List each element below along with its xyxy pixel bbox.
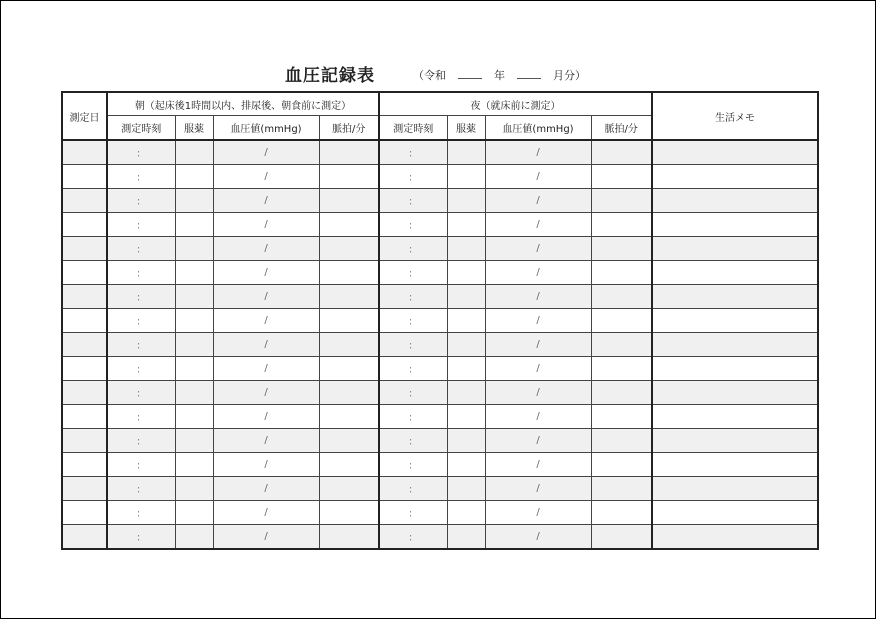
header-date: 測定日 bbox=[62, 92, 107, 140]
pm-bp-cell[interactable]: / bbox=[485, 477, 591, 501]
pm-medication-cell[interactable] bbox=[447, 381, 485, 405]
am-pulse-cell[interactable] bbox=[319, 189, 379, 213]
pm-pulse-cell[interactable] bbox=[591, 213, 652, 237]
era-prefix: （令和 bbox=[413, 69, 446, 82]
memo-cell[interactable] bbox=[652, 501, 818, 525]
am-time-cell[interactable]: ： bbox=[107, 525, 175, 550]
am-bp-cell[interactable]: / bbox=[213, 237, 319, 261]
am-medication-cell[interactable] bbox=[175, 453, 213, 477]
pm-bp-cell[interactable]: / bbox=[485, 333, 591, 357]
pm-time-cell[interactable]: ： bbox=[379, 477, 447, 501]
am-medication-cell[interactable] bbox=[175, 189, 213, 213]
year-unit: 年 bbox=[494, 69, 505, 82]
pm-time-cell[interactable]: ： bbox=[379, 285, 447, 309]
am-time-cell[interactable]: ： bbox=[107, 237, 175, 261]
period-line bbox=[413, 67, 586, 83]
date-cell[interactable] bbox=[62, 285, 107, 309]
date-cell[interactable] bbox=[62, 189, 107, 213]
am-pulse-cell[interactable] bbox=[319, 285, 379, 309]
pm-pulse-cell[interactable] bbox=[591, 189, 652, 213]
blood-pressure-table bbox=[61, 91, 819, 550]
am-medication-cell[interactable] bbox=[175, 213, 213, 237]
table-row bbox=[62, 140, 818, 165]
pm-medication-cell[interactable] bbox=[447, 429, 485, 453]
pm-pulse-cell[interactable] bbox=[591, 165, 652, 189]
title-row bbox=[1, 61, 876, 87]
am-medication-cell[interactable] bbox=[175, 381, 213, 405]
pm-time-cell[interactable]: ： bbox=[379, 357, 447, 381]
am-time-cell[interactable]: ： bbox=[107, 213, 175, 237]
header-am-bp: 血圧値(mmHg) bbox=[213, 116, 319, 141]
am-time-cell[interactable]: ： bbox=[107, 405, 175, 429]
pm-pulse-cell[interactable] bbox=[591, 237, 652, 261]
date-cell[interactable] bbox=[62, 381, 107, 405]
year-blank[interactable] bbox=[458, 67, 482, 79]
date-cell[interactable] bbox=[62, 405, 107, 429]
pm-time-cell[interactable]: ： bbox=[379, 261, 447, 285]
pm-medication-cell[interactable] bbox=[447, 357, 485, 381]
table-row bbox=[62, 309, 818, 333]
am-medication-cell[interactable] bbox=[175, 165, 213, 189]
am-bp-cell[interactable]: / bbox=[213, 261, 319, 285]
pm-time-cell[interactable]: ： bbox=[379, 237, 447, 261]
table-row bbox=[62, 501, 818, 525]
am-pulse-cell[interactable] bbox=[319, 309, 379, 333]
pm-medication-cell[interactable] bbox=[447, 405, 485, 429]
memo-cell[interactable] bbox=[652, 309, 818, 333]
am-time-cell[interactable]: ： bbox=[107, 189, 175, 213]
am-medication-cell[interactable] bbox=[175, 477, 213, 501]
pm-pulse-cell[interactable] bbox=[591, 453, 652, 477]
pm-bp-cell[interactable]: / bbox=[485, 525, 591, 550]
memo-cell[interactable] bbox=[652, 405, 818, 429]
pm-bp-cell[interactable]: / bbox=[485, 165, 591, 189]
pm-bp-cell[interactable]: / bbox=[485, 140, 591, 165]
am-time-cell[interactable]: ： bbox=[107, 261, 175, 285]
pm-bp-cell[interactable]: / bbox=[485, 501, 591, 525]
am-medication-cell[interactable] bbox=[175, 261, 213, 285]
am-time-cell[interactable]: ： bbox=[107, 477, 175, 501]
am-pulse-cell[interactable] bbox=[319, 165, 379, 189]
am-bp-cell[interactable]: / bbox=[213, 189, 319, 213]
table-row bbox=[62, 285, 818, 309]
header-am-medication: 服薬 bbox=[175, 116, 213, 141]
memo-cell[interactable] bbox=[652, 261, 818, 285]
am-medication-cell[interactable] bbox=[175, 501, 213, 525]
table-row bbox=[62, 453, 818, 477]
memo-cell[interactable] bbox=[652, 165, 818, 189]
pm-bp-cell[interactable]: / bbox=[485, 381, 591, 405]
am-pulse-cell[interactable] bbox=[319, 381, 379, 405]
table-row bbox=[62, 429, 818, 453]
month-unit: 月分） bbox=[553, 69, 586, 82]
am-bp-cell[interactable]: / bbox=[213, 165, 319, 189]
am-time-cell[interactable]: ： bbox=[107, 285, 175, 309]
date-cell[interactable] bbox=[62, 357, 107, 381]
am-time-cell[interactable]: ： bbox=[107, 429, 175, 453]
table-body bbox=[62, 140, 818, 549]
date-cell[interactable] bbox=[62, 453, 107, 477]
header-am-pulse: 脈拍/分 bbox=[319, 116, 379, 141]
pm-pulse-cell[interactable] bbox=[591, 501, 652, 525]
pm-medication-cell[interactable] bbox=[447, 237, 485, 261]
am-time-cell[interactable]: ： bbox=[107, 357, 175, 381]
table-row bbox=[62, 237, 818, 261]
pm-bp-cell[interactable]: / bbox=[485, 261, 591, 285]
pm-pulse-cell[interactable] bbox=[591, 261, 652, 285]
am-pulse-cell[interactable] bbox=[319, 429, 379, 453]
am-bp-cell[interactable]: / bbox=[213, 309, 319, 333]
am-medication-cell[interactable] bbox=[175, 140, 213, 165]
pm-medication-cell[interactable] bbox=[447, 285, 485, 309]
am-bp-cell[interactable]: / bbox=[213, 213, 319, 237]
pm-pulse-cell[interactable] bbox=[591, 429, 652, 453]
am-bp-cell[interactable]: / bbox=[213, 429, 319, 453]
table-row bbox=[62, 477, 818, 501]
memo-cell[interactable] bbox=[652, 429, 818, 453]
date-cell[interactable] bbox=[62, 237, 107, 261]
table-row bbox=[62, 525, 818, 550]
pm-pulse-cell[interactable] bbox=[591, 477, 652, 501]
pm-medication-cell[interactable] bbox=[447, 501, 485, 525]
header-am-time: 測定時刻 bbox=[107, 116, 175, 141]
date-cell[interactable] bbox=[62, 525, 107, 550]
table-row bbox=[62, 357, 818, 381]
pm-bp-cell[interactable]: / bbox=[485, 357, 591, 381]
pm-time-cell[interactable]: ： bbox=[379, 453, 447, 477]
am-bp-cell[interactable]: / bbox=[213, 333, 319, 357]
memo-cell[interactable] bbox=[652, 357, 818, 381]
pm-bp-cell[interactable]: / bbox=[485, 309, 591, 333]
am-time-cell[interactable]: ： bbox=[107, 501, 175, 525]
pm-time-cell[interactable]: ： bbox=[379, 309, 447, 333]
am-bp-cell[interactable]: / bbox=[213, 285, 319, 309]
pm-bp-cell[interactable]: / bbox=[485, 213, 591, 237]
pm-time-cell[interactable]: ： bbox=[379, 165, 447, 189]
pm-time-cell[interactable]: ： bbox=[379, 140, 447, 165]
pm-time-cell[interactable]: ： bbox=[379, 501, 447, 525]
page-title: 血圧記録表 bbox=[285, 66, 375, 86]
date-cell[interactable] bbox=[62, 261, 107, 285]
memo-cell[interactable] bbox=[652, 189, 818, 213]
pm-time-cell[interactable]: ： bbox=[379, 405, 447, 429]
am-medication-cell[interactable] bbox=[175, 333, 213, 357]
pm-time-cell[interactable]: ： bbox=[379, 525, 447, 550]
memo-cell[interactable] bbox=[652, 477, 818, 501]
pm-pulse-cell[interactable] bbox=[591, 405, 652, 429]
header-pm-medication: 服薬 bbox=[447, 116, 485, 141]
pm-pulse-cell[interactable] bbox=[591, 309, 652, 333]
pm-pulse-cell[interactable] bbox=[591, 525, 652, 550]
pm-time-cell[interactable]: ： bbox=[379, 381, 447, 405]
table-row bbox=[62, 381, 818, 405]
am-medication-cell[interactable] bbox=[175, 237, 213, 261]
date-cell[interactable] bbox=[62, 309, 107, 333]
date-cell[interactable] bbox=[62, 333, 107, 357]
memo-cell[interactable] bbox=[652, 285, 818, 309]
pm-medication-cell[interactable] bbox=[447, 477, 485, 501]
date-cell[interactable] bbox=[62, 429, 107, 453]
header-pm-bp: 血圧値(mmHg) bbox=[485, 116, 591, 141]
table-row bbox=[62, 333, 818, 357]
pm-bp-cell[interactable]: / bbox=[485, 405, 591, 429]
header-morning: 朝（起床後1時間以内、排尿後、朝食前に測定） bbox=[107, 92, 379, 116]
am-bp-cell[interactable]: / bbox=[213, 140, 319, 165]
table-row bbox=[62, 405, 818, 429]
header-memo: 生活メモ bbox=[652, 92, 818, 140]
am-time-cell[interactable]: ： bbox=[107, 381, 175, 405]
pm-medication-cell[interactable] bbox=[447, 140, 485, 165]
pm-pulse-cell[interactable] bbox=[591, 140, 652, 165]
table-row bbox=[62, 213, 818, 237]
am-time-cell[interactable]: ： bbox=[107, 140, 175, 165]
am-pulse-cell[interactable] bbox=[319, 501, 379, 525]
header-pm-pulse: 脈拍/分 bbox=[591, 116, 652, 141]
date-cell[interactable] bbox=[62, 501, 107, 525]
memo-cell[interactable] bbox=[652, 237, 818, 261]
table-row bbox=[62, 165, 818, 189]
memo-cell[interactable] bbox=[652, 333, 818, 357]
memo-cell[interactable] bbox=[652, 140, 818, 165]
pm-medication-cell[interactable] bbox=[447, 213, 485, 237]
memo-cell[interactable] bbox=[652, 381, 818, 405]
am-bp-cell[interactable]: / bbox=[213, 405, 319, 429]
pm-pulse-cell[interactable] bbox=[591, 285, 652, 309]
pm-medication-cell[interactable] bbox=[447, 453, 485, 477]
pm-pulse-cell[interactable] bbox=[591, 333, 652, 357]
pm-pulse-cell[interactable] bbox=[591, 381, 652, 405]
pm-medication-cell[interactable] bbox=[447, 165, 485, 189]
month-blank[interactable] bbox=[517, 67, 541, 79]
pm-time-cell[interactable]: ： bbox=[379, 213, 447, 237]
pm-bp-cell[interactable]: / bbox=[485, 237, 591, 261]
table-row bbox=[62, 261, 818, 285]
am-pulse-cell[interactable] bbox=[319, 237, 379, 261]
date-cell[interactable] bbox=[62, 165, 107, 189]
pm-bp-cell[interactable]: / bbox=[485, 429, 591, 453]
am-bp-cell[interactable]: / bbox=[213, 381, 319, 405]
table-row bbox=[62, 189, 818, 213]
header-night: 夜（就床前に測定） bbox=[379, 92, 652, 116]
pm-medication-cell[interactable] bbox=[447, 261, 485, 285]
date-cell[interactable] bbox=[62, 140, 107, 165]
am-pulse-cell[interactable] bbox=[319, 261, 379, 285]
pm-medication-cell[interactable] bbox=[447, 525, 485, 550]
pm-bp-cell[interactable]: / bbox=[485, 285, 591, 309]
am-pulse-cell[interactable] bbox=[319, 525, 379, 550]
memo-cell[interactable] bbox=[652, 213, 818, 237]
memo-cell[interactable] bbox=[652, 525, 818, 550]
am-bp-cell[interactable]: / bbox=[213, 477, 319, 501]
am-medication-cell[interactable] bbox=[175, 525, 213, 550]
header-pm-time: 測定時刻 bbox=[379, 116, 447, 141]
am-pulse-cell[interactable] bbox=[319, 357, 379, 381]
am-medication-cell[interactable] bbox=[175, 357, 213, 381]
pm-medication-cell[interactable] bbox=[447, 189, 485, 213]
am-time-cell[interactable]: ： bbox=[107, 453, 175, 477]
am-medication-cell[interactable] bbox=[175, 429, 213, 453]
pm-bp-cell[interactable]: / bbox=[485, 453, 591, 477]
am-pulse-cell[interactable] bbox=[319, 453, 379, 477]
am-time-cell[interactable]: ： bbox=[107, 333, 175, 357]
pm-time-cell[interactable]: ： bbox=[379, 189, 447, 213]
am-bp-cell[interactable]: / bbox=[213, 453, 319, 477]
pm-medication-cell[interactable] bbox=[447, 333, 485, 357]
am-pulse-cell[interactable] bbox=[319, 140, 379, 165]
am-time-cell[interactable]: ： bbox=[107, 165, 175, 189]
pm-medication-cell[interactable] bbox=[447, 309, 485, 333]
am-medication-cell[interactable] bbox=[175, 405, 213, 429]
am-pulse-cell[interactable] bbox=[319, 477, 379, 501]
date-cell[interactable] bbox=[62, 213, 107, 237]
am-pulse-cell[interactable] bbox=[319, 333, 379, 357]
am-pulse-cell[interactable] bbox=[319, 213, 379, 237]
am-medication-cell[interactable] bbox=[175, 309, 213, 333]
am-medication-cell[interactable] bbox=[175, 285, 213, 309]
pm-time-cell[interactable]: ： bbox=[379, 333, 447, 357]
am-bp-cell[interactable]: / bbox=[213, 525, 319, 550]
am-pulse-cell[interactable] bbox=[319, 405, 379, 429]
am-time-cell[interactable]: ： bbox=[107, 309, 175, 333]
pm-time-cell[interactable]: ： bbox=[379, 429, 447, 453]
pm-pulse-cell[interactable] bbox=[591, 357, 652, 381]
date-cell[interactable] bbox=[62, 477, 107, 501]
am-bp-cell[interactable]: / bbox=[213, 501, 319, 525]
memo-cell[interactable] bbox=[652, 453, 818, 477]
pm-bp-cell[interactable]: / bbox=[485, 189, 591, 213]
am-bp-cell[interactable]: / bbox=[213, 357, 319, 381]
